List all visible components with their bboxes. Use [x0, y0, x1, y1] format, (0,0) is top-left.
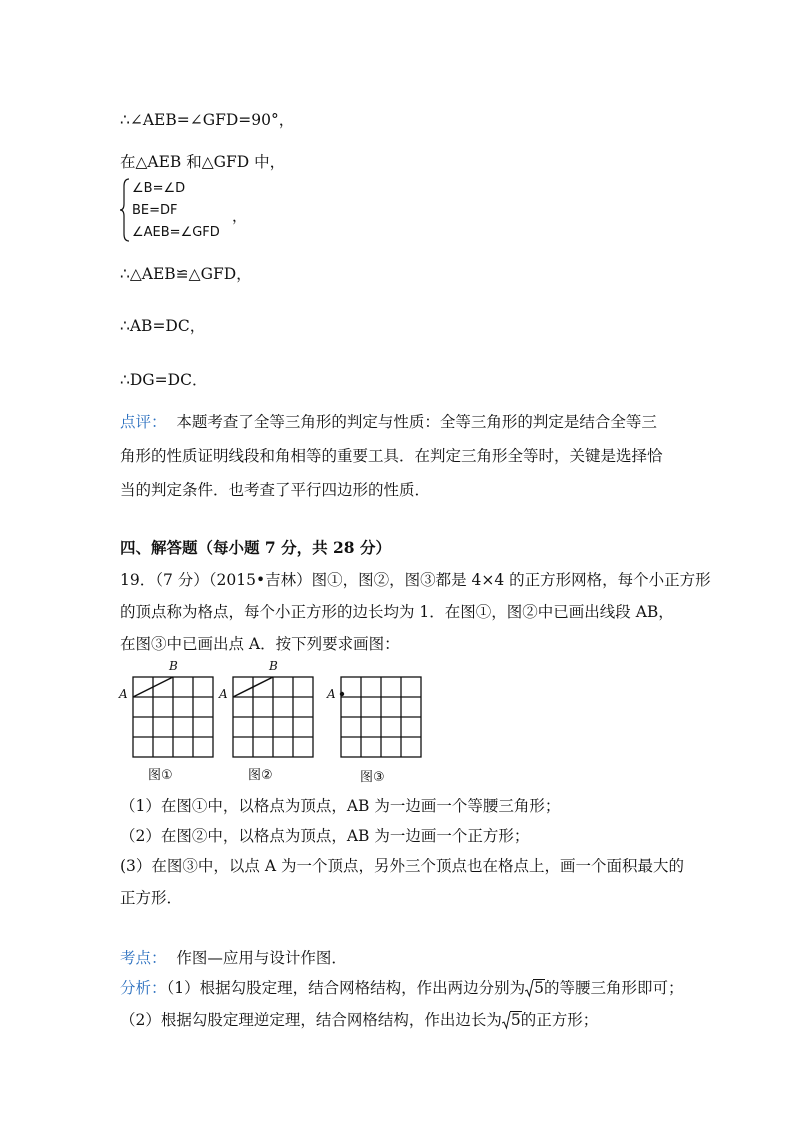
condition-angle-aeb-gfd: ∠AEB=∠GFD [132, 225, 220, 240]
comment-line-2: 角形的性质证明线段和角相等的重要工具．在判定三角形全等时，关键是选择恰 [120, 447, 663, 465]
condition-angle-b-d: ∠B=∠D [132, 181, 186, 196]
grid-1 [116, 660, 218, 760]
ab-equals-dc: ∴AB=DC， [120, 317, 206, 335]
fenxi-label: 分析： [120, 979, 167, 997]
point-a-label-3: A [327, 687, 336, 701]
q19-line-3: 在图③中已画出点 A．按下列要求画图： [120, 635, 400, 653]
grid-2 [216, 660, 318, 760]
radicand-2: 5 [510, 1011, 521, 1029]
fenxi-text-2a: （2）根据勾股定理逆定理，结合网格结构，作出边长为 [120, 1011, 502, 1029]
sqrt-5-1 [525, 978, 544, 998]
section-title: 四、解答题（每小题 7 分，共 28 分） [120, 538, 391, 557]
q19-line-2: 的顶点称为格点，每个小正方形的边长均为 1．在图①，图②中已画出线段 AB， [120, 603, 674, 621]
point-b-label-1: B [169, 659, 178, 673]
q19-sub-1: （1）在图①中，以格点为顶点，AB 为一边画一个等腰三角形； [120, 797, 561, 815]
point-b-label-2: B [269, 659, 278, 673]
grid-3 [324, 660, 426, 760]
figure-2 [216, 659, 318, 783]
radicand-1: 5 [534, 979, 545, 997]
q19-sub-2: （2）在图②中，以格点为顶点，AB 为一边画一个正方形； [120, 827, 530, 845]
q19-sub-3: (3）在图③中，以点 A 为一个顶点，另外三个顶点也在格点上，画一个面积最大的 [120, 857, 684, 875]
comment-text-1: 本题考查了全等三角形的判定与性质：全等三角形的判定是结合全等三 [176, 413, 657, 431]
left-brace-icon [120, 178, 130, 242]
comment-line-3: 当的判定条件．也考查了平行四边形的性质． [120, 481, 431, 499]
q19-line-1: 19．（7 分）（2015•吉林）图①，图②，图③都是 4×4 的正方形网格，每个小正方形 [120, 571, 711, 589]
caption-figure-3: 图③ [360, 770, 385, 785]
fenxi-line-1 [120, 978, 684, 998]
comment-label: 点评： [120, 413, 167, 431]
caption-figure-2: 图② [248, 768, 273, 783]
point-a-label-2: A [219, 687, 228, 701]
congruence-conclusion: ∴△AEB≌△GFD， [120, 265, 252, 283]
kaodian-label: 考点： [120, 949, 167, 967]
point-a-dot [340, 692, 344, 696]
radical-sign-icon [525, 980, 534, 998]
figure-1 [116, 659, 218, 783]
fenxi-line-2 [120, 1010, 598, 1030]
sqrt-5-2 [502, 1010, 521, 1030]
kaodian-line [120, 948, 347, 968]
radical-sign-icon [502, 1012, 511, 1030]
condition-be-df: BE=DF [132, 203, 178, 218]
figure-3 [324, 660, 426, 785]
fenxi-text-1b: 的等腰三角形即可； [544, 979, 684, 997]
fenxi-text-1a: （1）根据勾股定理，结合网格结构，作出两边分别为 [166, 979, 526, 997]
system-comma: ， [232, 207, 248, 225]
fenxi-text-2b: 的正方形； [520, 1011, 599, 1029]
equation-system [120, 178, 250, 242]
dg-equals-dc: ∴DG=DC． [120, 371, 208, 389]
kaodian-text: 作图—应用与设计作图． [176, 949, 347, 967]
comment-line-1 [120, 412, 657, 432]
caption-figure-1: 图① [148, 768, 173, 783]
point-a-label-1: A [119, 687, 128, 701]
triangle-intro: 在△AEB 和△GFD 中， [120, 153, 286, 171]
conclusion-right-angles: ∴∠AEB=∠GFD=90°， [120, 111, 295, 129]
q19-sub-3-cont: 正方形． [120, 889, 183, 907]
